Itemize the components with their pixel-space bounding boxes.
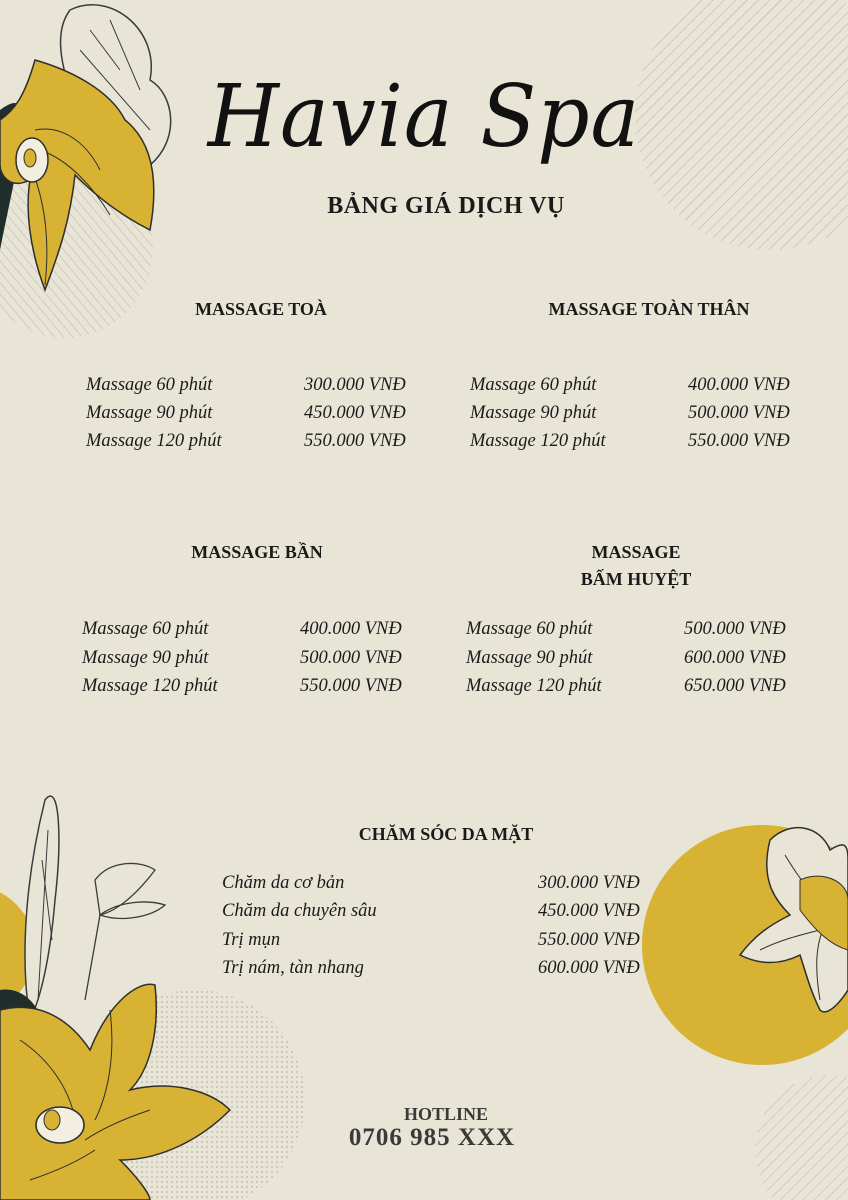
list-item-name: Massage 60 phút (470, 375, 597, 395)
list-item-price: 650.000 VNĐ (684, 676, 786, 696)
hotline-number: 0706 985 XXX (348, 1124, 516, 1151)
list-item-price: 600.000 VNĐ (684, 648, 786, 668)
section-title-massage-ban: MASSAGE BẦN (191, 542, 323, 562)
list-item-price: 400.000 VNĐ (688, 375, 790, 395)
list-item-name: Massage 90 phút (466, 648, 593, 668)
list-item-price: 300.000 VNĐ (538, 873, 640, 893)
list-item-name: Massage 90 phút (470, 403, 597, 423)
list-item-price: 550.000 VNĐ (304, 431, 406, 451)
list-item-name: Massage 120 phút (82, 676, 218, 696)
list-item-name: Chăm da cơ bản (222, 873, 345, 893)
spa-logo-title: Havia Spa (207, 67, 641, 167)
section-title-cham-soc-da-mat: CHĂM SÓC DA MẶT (358, 824, 534, 844)
list-item-price: 450.000 VNĐ (538, 901, 640, 921)
list-item-name: Massage 120 phút (466, 676, 602, 696)
page-subtitle: BẢNG GIÁ DỊCH VỤ (327, 193, 565, 219)
list-item-price: 400.000 VNĐ (300, 619, 402, 639)
list-item-name: Chăm da chuyên sâu (222, 901, 377, 921)
list-item-price: 600.000 VNĐ (538, 958, 640, 978)
section-title-line-2: BẤM HUYỆT (580, 569, 692, 589)
list-item-name: Massage 120 phút (470, 431, 606, 451)
section-title-massage-toa: MASSAGE TOÀ (195, 299, 327, 319)
list-item-name: Massage 60 phút (466, 619, 593, 639)
list-item-name: Massage 90 phút (82, 648, 209, 668)
list-item-price: 550.000 VNĐ (688, 431, 790, 451)
list-item-price: 300.000 VNĐ (304, 375, 406, 395)
section-title-massage-toan-than: MASSAGE TOÀN THÂN (548, 299, 750, 319)
list-item-price: 500.000 VNĐ (684, 619, 786, 639)
list-item-name: Massage 60 phút (86, 375, 213, 395)
section-title-line-1: MASSAGE (591, 542, 681, 562)
section-title-massage-bam-huyet (505, 539, 767, 593)
list-item-name: Trị mụn (222, 930, 281, 950)
hotline-label: HOTLINE (403, 1104, 489, 1124)
list-item-price: 450.000 VNĐ (304, 403, 406, 423)
list-item-name: Massage 90 phút (86, 403, 213, 423)
list-item-name: Massage 120 phút (86, 431, 222, 451)
list-item-price: 500.000 VNĐ (688, 403, 790, 423)
list-item-name: Trị nám, tàn nhang (222, 958, 364, 978)
list-item-price: 550.000 VNĐ (538, 930, 640, 950)
list-item-price: 500.000 VNĐ (300, 648, 402, 668)
list-item-name: Massage 60 phút (82, 619, 209, 639)
list-item-price: 550.000 VNĐ (300, 676, 402, 696)
